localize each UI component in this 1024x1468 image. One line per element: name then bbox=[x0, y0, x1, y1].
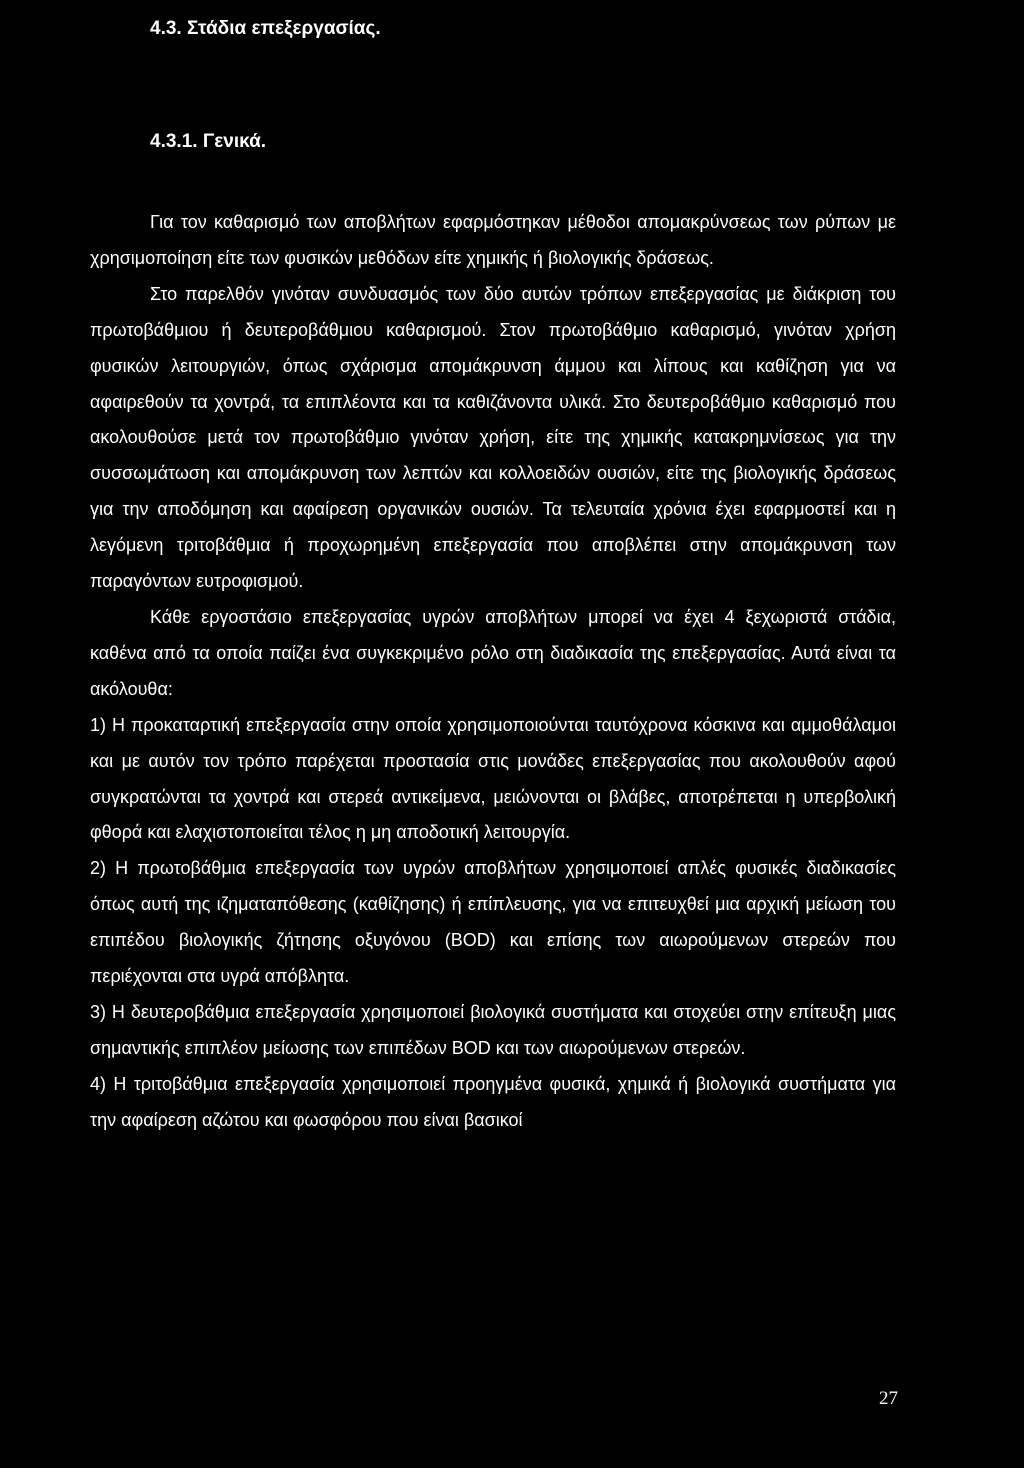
page-number: 27 bbox=[879, 1388, 898, 1409]
list-item-tertiary: 4) Η τριτοβάθμια επεξεργασία χρησιμοποιεί προηγμένα φυσικά, χημικά ή βιολογικά συστήματα για την αφαίρεση αζώτου και φωσφόρου που είναι βασικοί bbox=[90, 1073, 896, 1130]
paragraph-stages-intro: Κάθε εργοστάσιο επεξεργασίας υγρών αποβλήτων μπορεί να έχει 4 ξεχωριστά στάδια, καθένα από τα οποία παίζει ένα συγκεκριμένο ρόλο στη διαδικασία της επεξεργασίας. Αυτά είναι τα ακόλουθα: bbox=[90, 606, 896, 699]
list-item-secondary: 3) Η δευτεροβάθμια επεξεργασία χρησιμοποιεί βιολογικά συστήματα και στοχεύει στην επίτευξη μιας σημαντικής επιπλέον μείωσης των επιπέδων BOD και των αιωρούμενων στερεών. bbox=[90, 1001, 896, 1058]
list-item-primary: 2) Η πρωτοβάθμια επεξεργασία των υγρών αποβλήτων χρησιμοποιεί απλές φυσικές διαδικασίες όπως αυτή της ιζηματαπόθεσης (καθίζησης) ή επίπλευσης, για να επιτευχθεί μια αρχική μείωση του επιπέδου βιολογικής ζήτησης οξυγόνου (BOD) και επίσης των αιωρούμενων στερεών που περιέχονται στα υγρά απόβλητα. bbox=[90, 858, 896, 987]
paragraph-history: Στο παρελθόν γινόταν συνδυασμός των δύο αυτών τρόπων επεξεργασίας με διάκριση του πρωτοβάθμιου ή δευτεροβάθμιου καθαρισμού. Στον πρωτοβάθμιο καθαρισμό, γινόταν χρήση φυσικών λειτουργιών, όπως σχάρισμα απομάκρυνση άμμου και λίπους και καθίζηση για να αφαιρεθούν τα χοντρά, τα επιπλέοντα και τα καθιζάνοντα υλικά. Στο δευτεροβάθμιο καθαρισμό που ακολουθούσε μετά τον πρωτοβάθμιο γινόταν χρήση, είτε της χημικής κατακρημνίσεως για την συσσωμάτωση και απομάκρυνση των λεπτών και κολλοειδών ουσιών, είτε της βιολογικής δράσεως για την αποδόμηση και αφαίρεση οργανικών ουσιών. Τα τελευταία χρόνια έχει εφαρμοστεί και η λεγόμενη τριτοβάθμια ή προχωρημένη επεξεργασία που αποβλέπει στην απομάκρυνση των παραγόντων ευτροφισμού. bbox=[90, 283, 896, 592]
section-heading: 4.3. Στάδια επεξεργασίας. bbox=[150, 18, 381, 39]
paragraph-intro: Για τον καθαρισμό των αποβλήτων εφαρμόστηκαν μέθοδοι απομακρύνσεως των ρύπων με χρησιμοποίηση είτε των φυσικών μεθόδων είτε χημικής ή βιολογικής δράσεως. bbox=[90, 212, 896, 268]
list-item-preliminary: 1) Η προκαταρτική επεξεργασία στην οποία χρησιμοποιούνται ταυτόχρονα κόσκινα και αμμοθάλαμοι και με αυτόν τον τρόπο παρέχεται προστασία στις μονάδες επεξεργασίας που ακολουθούν αφού συγκρατώνται τα χοντρά και στερεά αντικείμενα, μειώνονται οι βλάβες, αποτρέπεται η υπερβολική φθορά και ελαχιστοποιείται τέλος η μη αποδοτική λειτουργία. bbox=[90, 714, 896, 843]
subsection-heading: 4.3.1. Γενικά. bbox=[150, 131, 267, 152]
body-text bbox=[90, 205, 896, 1139]
